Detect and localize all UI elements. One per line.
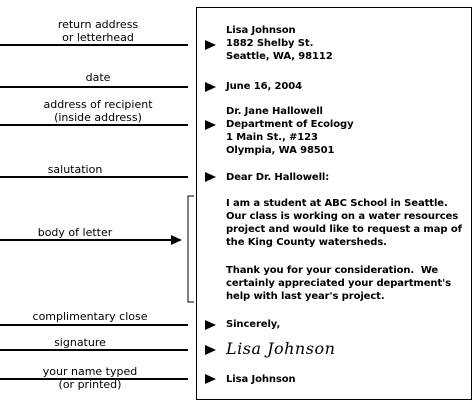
arrowhead-return-address (205, 40, 216, 50)
body-bracket (188, 196, 194, 302)
label-date: date (85, 71, 111, 84)
label-signature: signature (54, 336, 106, 349)
letter-close: Sincerely, (226, 319, 281, 330)
label-recipient: address of recipient (inside address) (43, 98, 153, 124)
letter-recipient: Dr. Jane Hallowell Department of Ecology 1 Main St., #123 Olympia, WA 98501 (226, 106, 354, 156)
label-return-address: return address or letterhead (57, 18, 139, 44)
arrowhead-date (205, 82, 216, 92)
arrowhead-close (205, 320, 216, 330)
arrowhead-salutation (205, 172, 216, 182)
letter-salutation: Dear Dr. Hallowell: (226, 172, 330, 183)
label-salutation: salutation (47, 163, 103, 176)
letter-body-paragraph-1: I am a student at ABC School in Seattle. Our class is working on a water resources project and would like to request a map of the King County watersheds. (226, 198, 462, 248)
letter-body-paragraph-2: Thank you for your consideration. We certainly appreciated your department's help with last year's project. (226, 265, 451, 302)
arrowhead-signature (205, 345, 216, 355)
label-body: body of letter (37, 226, 113, 239)
letter-name-typed: Lisa Johnson (226, 374, 296, 385)
arrowhead-name-typed (205, 374, 216, 384)
label-name-typed: your name typed (or printed) (42, 365, 138, 391)
arrowhead-recipient (205, 120, 216, 130)
label-close: complimentary close (32, 310, 148, 323)
letter-return-address: Lisa Johnson 1882 Shelby St. Seattle, WA, 98112 (226, 25, 333, 62)
letter-signature: Lisa Johnson (226, 339, 336, 358)
arrowhead-body (171, 235, 182, 245)
letter-date: June 16, 2004 (226, 81, 302, 92)
